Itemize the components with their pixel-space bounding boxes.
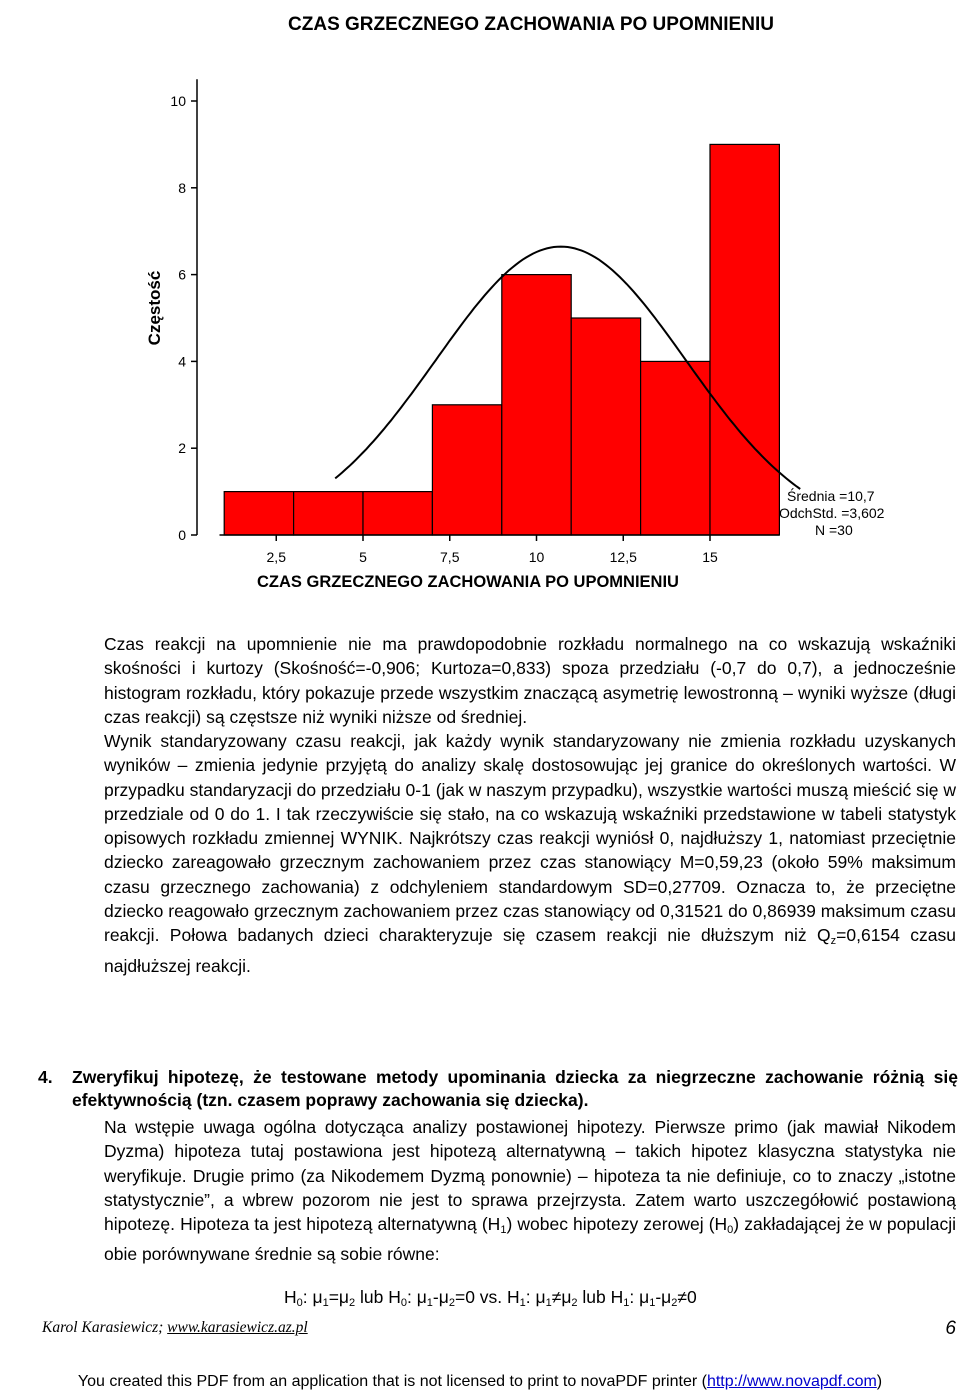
x-tick-label: 10 [528, 549, 545, 565]
formula-text: : μ [525, 1287, 546, 1307]
y-tick-label: 2 [178, 440, 186, 457]
y-tick-label: 0 [178, 527, 186, 543]
formula-subscript: 0 [296, 1297, 303, 1309]
histogram-bar [571, 318, 640, 535]
x-tick-label: 7,5 [440, 549, 460, 565]
section-heading [38, 1066, 958, 1112]
novapdf-text: You created this PDF from an application that is not licensed to print to novaPDF printer ( [77, 1373, 707, 1390]
formula-subscript: 1 [623, 1297, 630, 1309]
y-tick-label: 6 [178, 266, 186, 283]
x-tick-label: 12,5 [609, 549, 637, 565]
formula-subscript: 0 [400, 1297, 407, 1309]
x-tick-label: 2,5 [266, 549, 286, 565]
section-number: 4. [38, 1067, 53, 1087]
formula-subscript: 1 [649, 1297, 656, 1309]
histogram-bar [224, 492, 293, 535]
x-tick-label: 5 [359, 549, 367, 565]
formula-subscript: 2 [349, 1297, 356, 1309]
formula-subscript: 2 [571, 1297, 578, 1309]
page-number: 6 [945, 1318, 956, 1339]
formula-text: : μ [302, 1287, 323, 1307]
paragraph-end-text: =0,6154 czasu najdłuższej reakcji. [104, 925, 956, 976]
footer-author [42, 1319, 308, 1337]
x-tick-label: 15 [702, 549, 718, 565]
formula-subscript: 2 [448, 1297, 455, 1309]
paragraph-main-text: Wynik standaryzowany czasu reakcji, jak każdy wynik standaryzowany nie zmienia rozkładu uzyskanych wyników – zmienia jedynie przyjętą do analizy skalę dostosowując jej granice do określonych wartości. W przypadku standaryzacji do przedziału 0-1 (jak w naszym przypadku), wszystkie wartości muszą mieścić się w przedziale od 0 do 1. I tak rzeczywiście się stało, na co wskazują wskaźniki przedstawione w tabeli statystyk opisowych rozkładu zmiennej WYNIK. Najkrótszy czas reakcji wyniósł 0, najdłuższy 1, natomiast przeciętnie dziecko zareagowało grzecznym zachowaniem przez czas stanowiący M=0,59,23 (około 59% maksimum czasu grzecznego zachowania) z odchyleniem standardowym SD=0,27709. Oznacza to, że przeciętne dziecko reagowało grzecznym zachowaniem przez czas stanowiący od 0,31521 do 0,86939 maksimum czasu reakcji. Połowa badanych dzieci charakteryzuje się czasem reakcji nie dłuższym niż [104, 731, 956, 946]
histogram-bar [432, 405, 501, 535]
paragraph-text [104, 1115, 956, 1267]
paragraph-hypothesis [104, 1115, 956, 1267]
paragraph-text [104, 729, 956, 978]
hypothesis-formula [284, 1287, 697, 1309]
section-heading-text: Zweryfikuj hipotezę, że testowane metody upominania dziecka za niegrzeczne zachowanie różnią się efektywnością (tzn. czasem poprawy zachowania się dziecka). [72, 1067, 958, 1110]
formula-text: : μ [406, 1287, 427, 1307]
stats-label: Średnia =10,7 [787, 488, 875, 504]
formula-text: =μ [328, 1287, 350, 1307]
formula-subscript: 1 [426, 1297, 433, 1309]
formula-text: lub H [355, 1287, 401, 1307]
histogram-bar [294, 492, 363, 535]
novapdf-link[interactable]: http://www.novapdf.com [706, 1373, 877, 1390]
subscript: 1 [500, 1224, 507, 1237]
novapdf-text-end: ) [876, 1373, 883, 1390]
paragraph-text-part: ) zakładającej że w populacji obie porównywane średnie są sobie równe: [104, 1214, 956, 1265]
histogram-chart [0, 0, 960, 600]
formula-text: =0 vs. H [454, 1287, 520, 1307]
formula-subscript: 1 [545, 1297, 552, 1309]
subscript: 0 [727, 1224, 734, 1237]
y-tick-label: 10 [170, 93, 186, 109]
y-tick-label: 8 [178, 179, 186, 196]
histogram-bar [363, 492, 432, 535]
formula-text: ≠0 [677, 1287, 697, 1307]
histogram-bar [502, 275, 571, 535]
formula-text: ≠μ [551, 1287, 572, 1307]
formula-text: lub H [577, 1287, 624, 1307]
author-website-link[interactable]: www.karasiewicz.az.pl [167, 1319, 308, 1336]
formula-subscript: 1 [519, 1297, 526, 1309]
formula-text: -μ [432, 1287, 449, 1307]
author-name: Karol Karasiewicz; [42, 1319, 168, 1336]
novapdf-notice [0, 1373, 960, 1391]
histogram-bar [710, 144, 779, 535]
stats-label: OdchStd. =3,602 [779, 505, 885, 521]
quartile-subscript: z [830, 935, 837, 948]
x-axis-label: CZAS GRZECZNEGO ZACHOWANIA PO UPOMNIENIU [257, 573, 679, 591]
formula-text: : μ [629, 1287, 650, 1307]
paragraph-text-part: ) wobec hipotezy zerowej (H [506, 1214, 728, 1235]
chart-title: CZAS GRZECZNEGO ZACHOWANIA PO UPOMNIENIU [288, 14, 774, 35]
formula-subscript: 2 [671, 1297, 678, 1309]
quartile-symbol: Q [817, 925, 831, 946]
formula-subscript: 1 [322, 1297, 329, 1309]
paragraph-text: Czas reakcji na upomnienie nie ma prawdopodobnie rozkładu normalnego na co wskazują wskaźniki skośności i kurtozy (Skośność=-0,906; Kurtoza=0,833) spoza przedziału (-0,7 do 0,7), a jednocześnie histogram rozkładu, który pokazuje przede wszystkim znaczącą asymetrię lewostronną – wyniki wyższe (długi czas reakcji) są częstsze niż wyniki niższe od średniej. [104, 634, 956, 727]
y-axis-label: Częstość [145, 270, 164, 346]
paragraph-standardized [104, 729, 956, 978]
formula-text: H [284, 1287, 297, 1307]
stats-label: N =30 [815, 522, 853, 538]
y-tick-label: 4 [178, 353, 186, 370]
histogram-bar [641, 361, 710, 535]
paragraph-skewness [104, 632, 956, 729]
paragraph-text-part: Na wstępie uwaga ogólna dotycząca analizy postawionej hipotezy. Pierwsze primo (jak mawiał Nikodem Dyzma) hipoteza tutaj postawiona jest hipotezą alternatywną – takich hipotez klasyczna statystyka nie weryfikuje. Drugie primo (za Nikodemem Dyzmą ponownie) – hipoteza ta nie definiuje, co to znaczy „istotne statystycznie”, a wbrew pozorom nie jest to sprawa przejrzysta. Zatem warto uszczegółowić postawioną hipotezę. Hipoteza ta jest hipotezą alternatywną (H [104, 1117, 956, 1235]
formula-text: -μ [655, 1287, 672, 1307]
